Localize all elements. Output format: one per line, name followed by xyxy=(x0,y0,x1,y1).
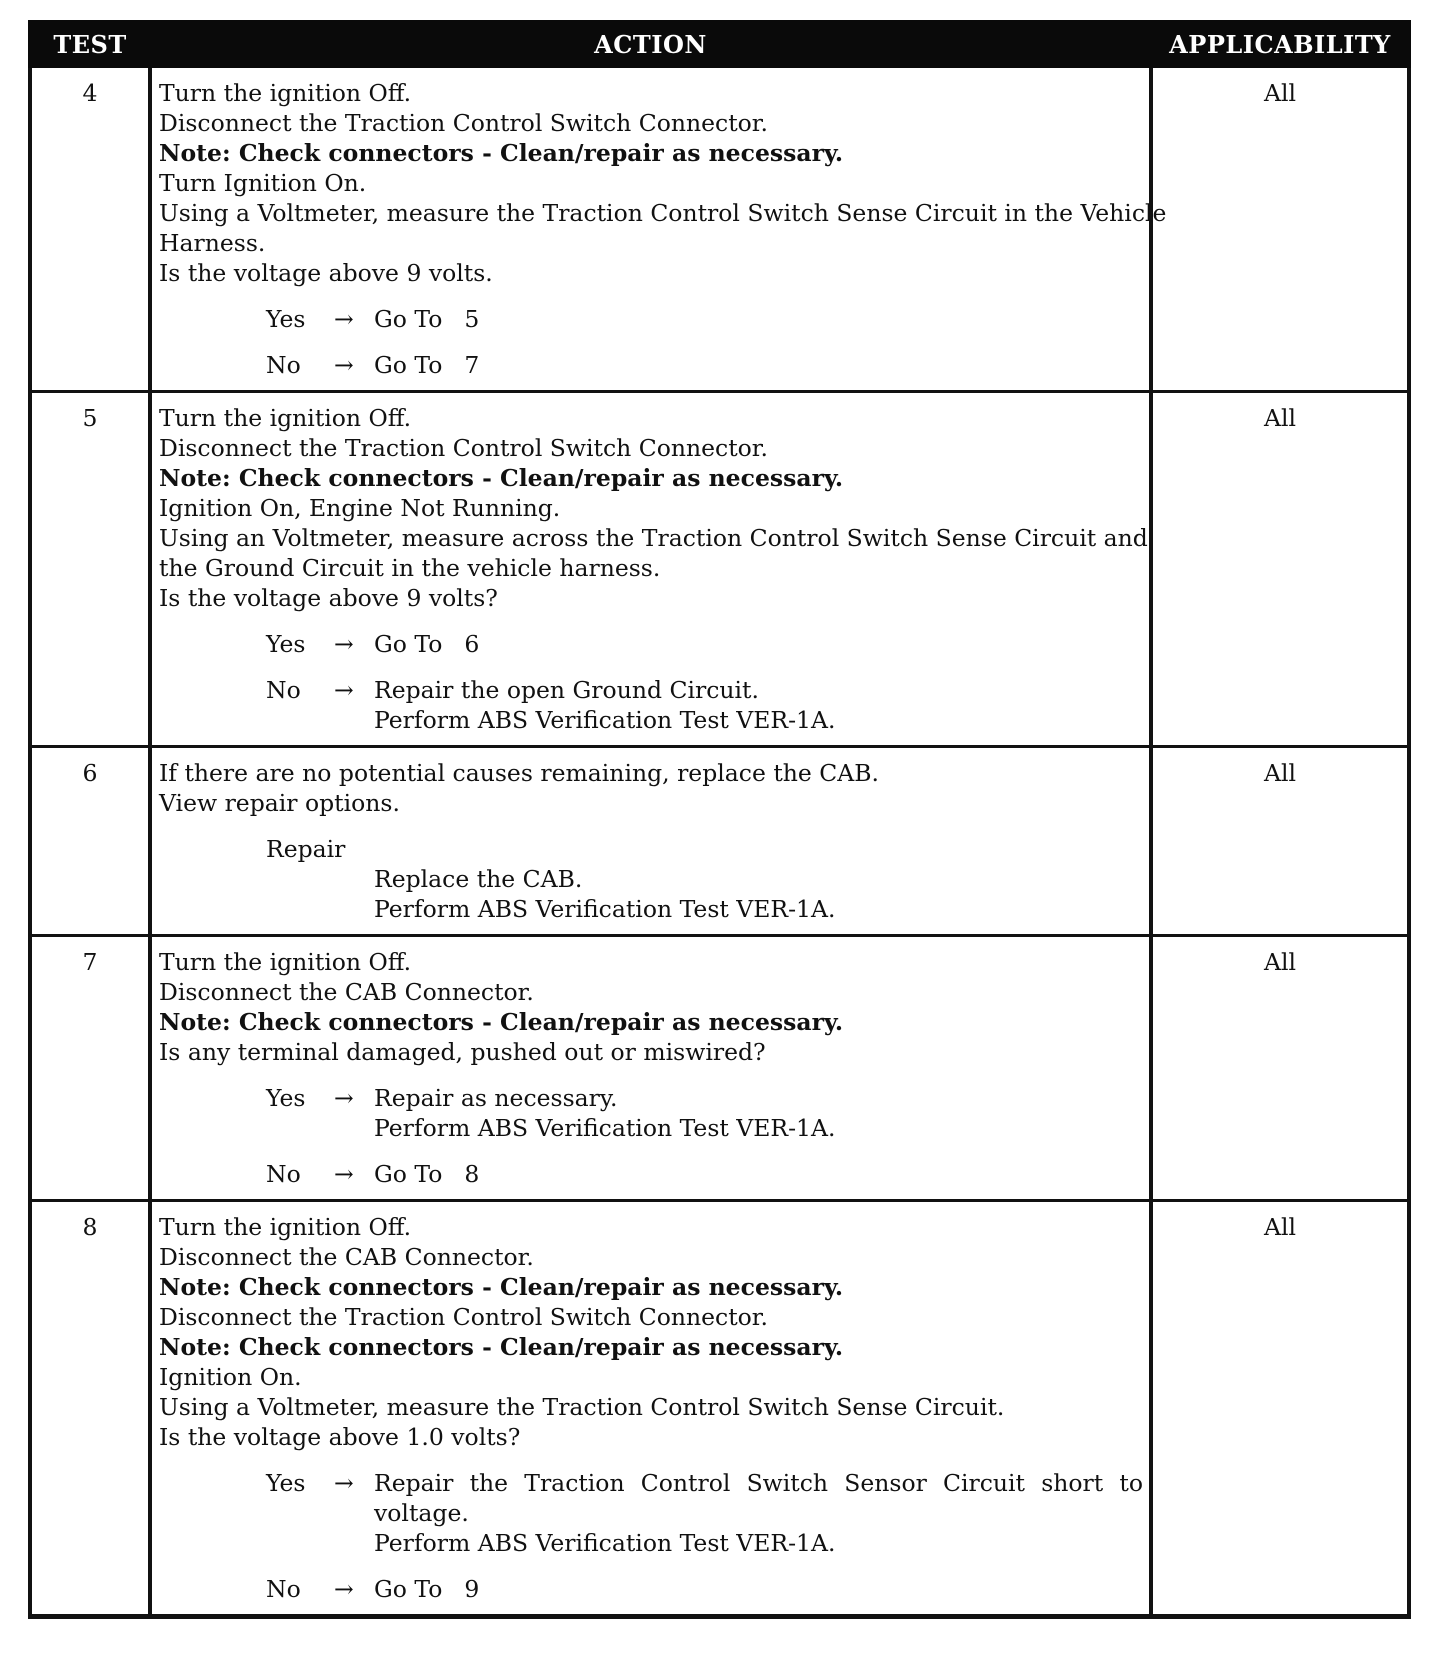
goto-text: Go To xyxy=(374,1575,443,1603)
no-label: No xyxy=(266,676,301,704)
yes-label: Yes xyxy=(266,630,306,658)
step-line: View repair options. xyxy=(159,789,400,817)
repair-label: Repair xyxy=(266,835,346,863)
yes-option xyxy=(159,1468,1143,1558)
applicability-value: All xyxy=(1151,1201,1409,1617)
step-line: Using a Voltmeter, measure the Traction Control Switch Sense Circuit in the Vehicle xyxy=(159,199,1167,227)
table-row xyxy=(30,747,1409,936)
step-line: Using an Voltmeter, measure across the Traction Control Switch Sense Circuit and xyxy=(159,524,1148,552)
applicability-value: All xyxy=(1151,66,1409,392)
note-line: Note: Check connectors - Clean/repair as necessary. xyxy=(159,1333,844,1361)
step-line: Disconnect the Traction Control Switch Connector. xyxy=(159,1303,768,1331)
header-applicability: APPLICABILITY xyxy=(1151,22,1409,66)
yes-result xyxy=(374,629,1143,659)
step-line: Ignition On, Engine Not Running. xyxy=(159,494,561,522)
arrow-icon: → xyxy=(334,305,354,333)
no-result xyxy=(374,1574,1143,1604)
applicability-value: All xyxy=(1151,747,1409,936)
question-line: Is any terminal damaged, pushed out or miswired? xyxy=(159,1038,766,1066)
goto-number: 8 xyxy=(464,1160,480,1188)
no-label: No xyxy=(266,1575,301,1603)
step-line: Turn the ignition Off. xyxy=(159,404,412,432)
diagnostic-table-sheet xyxy=(28,20,1407,1619)
arrow-icon: → xyxy=(334,1084,354,1112)
step-line: Turn Ignition On. xyxy=(159,169,367,197)
step-line: Turn the ignition Off. xyxy=(159,79,412,107)
no-option xyxy=(159,1574,1143,1604)
arrow-icon: → xyxy=(334,1160,354,1188)
step-line: Turn the ignition Off. xyxy=(159,948,412,976)
step-line: Ignition On. xyxy=(159,1363,302,1391)
arrow-icon: → xyxy=(334,676,354,704)
question-line: Is the voltage above 9 volts? xyxy=(159,584,498,612)
no-result xyxy=(374,675,1143,735)
step-line: Disconnect the CAB Connector. xyxy=(159,978,534,1006)
table-row xyxy=(30,392,1409,747)
question-line: Is the voltage above 9 volts. xyxy=(159,259,493,287)
arrow-icon: → xyxy=(334,1575,354,1603)
result-line: Repair the open Ground Circuit. xyxy=(374,676,759,704)
no-option xyxy=(159,350,1143,380)
table-row xyxy=(30,66,1409,392)
yes-option xyxy=(159,629,1143,659)
no-result xyxy=(374,1159,1143,1189)
yes-option xyxy=(159,304,1143,334)
table-row xyxy=(30,1201,1409,1617)
step-line: Disconnect the CAB Connector. xyxy=(159,1243,534,1271)
note-line: Note: Check connectors - Clean/repair as necessary. xyxy=(159,139,844,167)
arrow-icon: → xyxy=(334,630,354,658)
action-cell xyxy=(150,392,1151,747)
action-cell xyxy=(150,66,1167,392)
no-result xyxy=(374,350,1143,380)
arrow-icon: → xyxy=(334,351,354,379)
header-test: TEST xyxy=(30,22,150,66)
goto-text: Go To xyxy=(374,1160,443,1188)
question-line: Is the voltage above 1.0 volts? xyxy=(159,1423,521,1451)
yes-result xyxy=(374,304,1143,334)
action-cell xyxy=(150,1201,1151,1617)
diagnostic-test-table xyxy=(28,20,1411,1619)
goto-number: 6 xyxy=(464,630,480,658)
result-line: Perform ABS Verification Test VER-1A. xyxy=(374,1529,836,1557)
test-number: 7 xyxy=(30,936,150,1201)
arrow-icon: → xyxy=(334,1469,354,1497)
result-line: Perform ABS Verification Test VER-1A. xyxy=(374,706,836,734)
step-line: Harness. xyxy=(159,229,266,257)
table-row xyxy=(30,936,1409,1201)
step-line: the Ground Circuit in the vehicle harness. xyxy=(159,554,661,582)
repair-line: Replace the CAB. xyxy=(374,865,583,893)
yes-label: Yes xyxy=(266,1469,306,1497)
test-number: 8 xyxy=(30,1201,150,1617)
no-option xyxy=(159,1159,1143,1189)
result-line: Repair as necessary. xyxy=(374,1084,618,1112)
result-line: Repair the Traction Control Switch Sensor Circuit short to voltage. xyxy=(374,1469,1143,1527)
applicability-value: All xyxy=(1151,936,1409,1201)
no-option xyxy=(159,675,1143,735)
yes-label: Yes xyxy=(266,1084,306,1112)
test-number: 5 xyxy=(30,392,150,747)
goto-number: 5 xyxy=(464,305,480,333)
step-line: Disconnect the Traction Control Switch Connector. xyxy=(159,109,768,137)
goto-text: Go To xyxy=(374,305,443,333)
applicability-value: All xyxy=(1151,392,1409,747)
test-number: 6 xyxy=(30,747,150,936)
goto-text: Go To xyxy=(374,351,443,379)
yes-option xyxy=(159,1083,1143,1143)
step-line: Turn the ignition Off. xyxy=(159,1213,412,1241)
goto-number: 9 xyxy=(464,1575,480,1603)
yes-result xyxy=(374,1083,1143,1143)
action-cell xyxy=(150,936,1151,1201)
no-label: No xyxy=(266,351,301,379)
no-label: No xyxy=(266,1160,301,1188)
header-action: ACTION xyxy=(150,22,1151,66)
result-line: Perform ABS Verification Test VER-1A. xyxy=(374,1114,836,1142)
goto-number: 7 xyxy=(464,351,480,379)
yes-label: Yes xyxy=(266,305,306,333)
note-line: Note: Check connectors - Clean/repair as necessary. xyxy=(159,1273,844,1301)
table-header-row xyxy=(30,22,1409,66)
note-line: Note: Check connectors - Clean/repair as necessary. xyxy=(159,464,844,492)
action-cell xyxy=(150,747,1151,936)
repair-option xyxy=(159,834,1143,924)
step-line: Disconnect the Traction Control Switch Connector. xyxy=(159,434,768,462)
note-line: Note: Check connectors - Clean/repair as necessary. xyxy=(159,1008,844,1036)
goto-text: Go To xyxy=(374,630,443,658)
step-line: Using a Voltmeter, measure the Traction Control Switch Sense Circuit. xyxy=(159,1393,1005,1421)
step-line: If there are no potential causes remaining, replace the CAB. xyxy=(159,759,879,787)
test-number: 4 xyxy=(30,66,150,392)
yes-result xyxy=(374,1468,1143,1558)
repair-line: Perform ABS Verification Test VER-1A. xyxy=(374,895,836,923)
